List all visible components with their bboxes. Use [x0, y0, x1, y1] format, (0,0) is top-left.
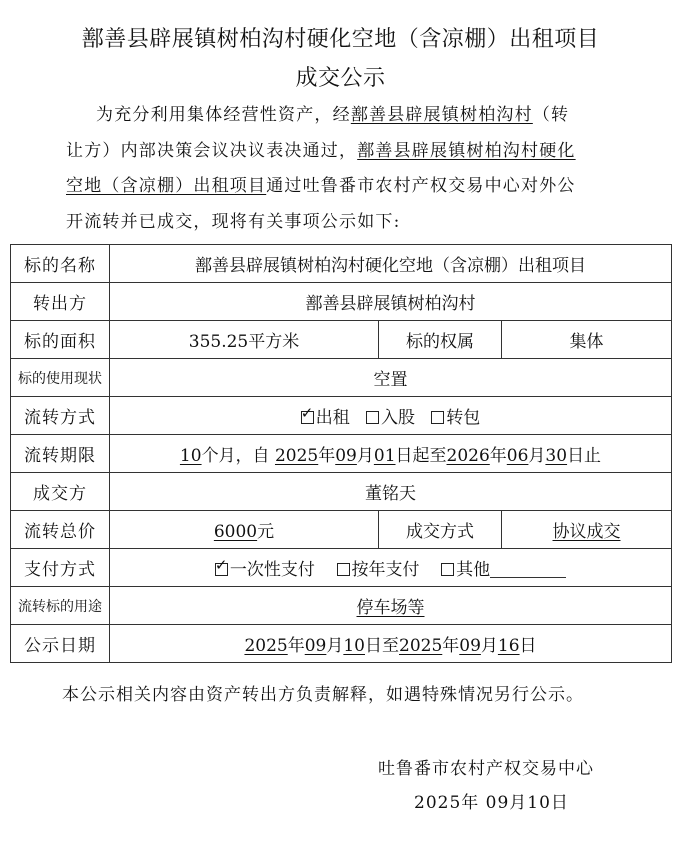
term-text: 月: [356, 446, 374, 466]
term-text: 月: [528, 446, 546, 466]
cell-label: 标的面积: [11, 321, 110, 359]
price-unit: 元: [257, 522, 275, 542]
notice-date-value: [110, 625, 672, 663]
term-text: 年: [318, 446, 336, 466]
term-end-day: 30: [545, 446, 568, 466]
date-text: 年: [442, 636, 460, 656]
checkbox-icon: [366, 411, 379, 424]
notice-end-month: 09: [459, 636, 481, 656]
notice-start-year: 2025: [244, 636, 288, 656]
intro-project: 空地（含凉棚）出租项目: [66, 176, 267, 196]
cell-label: 转出方: [11, 283, 110, 321]
price-value: [110, 511, 379, 549]
intro-line-4: [66, 211, 401, 233]
option-label: 出租: [315, 408, 350, 428]
cell-label: 公示日期: [11, 625, 110, 663]
cell-label: 支付方式: [11, 549, 110, 587]
transferor-value: 鄯善县辟展镇树柏沟村: [110, 283, 672, 321]
intro-text: （转: [532, 105, 570, 125]
notice-end-year: 2025: [399, 636, 443, 656]
deal-method-value: [502, 511, 672, 549]
cell-label: 标的权属: [379, 321, 502, 359]
term-end-month: 06: [506, 446, 529, 466]
intro-text: 让方）内部决策会议决议表决通过，: [66, 141, 358, 161]
date-text: 年: [287, 636, 305, 656]
date-text: 日至: [365, 636, 399, 656]
usage-status-value: 空置: [110, 359, 672, 397]
intro-line-2: [66, 140, 576, 162]
date-text: 月: [326, 636, 344, 656]
term-text: 个月，自: [201, 446, 270, 466]
checkbox-icon: [337, 563, 350, 576]
notice-start-day: 10: [343, 636, 365, 656]
deal-method-text: 协议成交: [552, 522, 621, 542]
footer-date: 2025年 09月10日: [414, 793, 569, 813]
checkbox-icon: [431, 411, 444, 424]
cell-label: 流转期限: [11, 435, 110, 473]
info-table: [10, 244, 672, 663]
table-row: [11, 625, 672, 663]
cell-label: 流转标的用途: [11, 587, 110, 625]
cell-label: 流转总价: [11, 511, 110, 549]
intro-project: 鄯善县辟展镇树柏沟村硬化: [357, 141, 576, 161]
option-label: 转包: [446, 408, 481, 428]
cell-label: 流转方式: [11, 397, 110, 435]
term-start-month: 09: [335, 446, 357, 466]
doc-subtitle: 成交公示: [295, 66, 386, 91]
date-text: 日: [519, 636, 537, 656]
intro-transferor: 鄯善县辟展镇树柏沟村: [350, 105, 533, 125]
cell-label: 标的使用现状: [11, 359, 110, 397]
option-label: 入股: [381, 408, 415, 428]
term-months: 10: [179, 446, 202, 466]
table-row: [11, 587, 672, 625]
term-start-day: 01: [373, 446, 396, 466]
price-amount: 6000: [213, 522, 258, 542]
intro-line-1: [96, 104, 569, 126]
subject-name-value: 鄯善县辟展镇树柏沟村硬化空地（含凉棚）出租项目: [110, 245, 672, 283]
intro-text: 开流转并已成交，现将有关事项公示如下:: [66, 212, 401, 232]
blank-line: [490, 561, 566, 578]
intro-text: 通过吐鲁番市农村产权交易中心对外公: [266, 176, 576, 196]
table-row: [11, 473, 672, 511]
payment-options: [110, 549, 672, 587]
buyer-value: 董铭天: [110, 473, 672, 511]
intro-line-3: [66, 175, 576, 197]
purpose-text: 停车场等: [356, 598, 425, 618]
area-value: 355.25平方米: [110, 321, 379, 359]
notice-start-month: 09: [304, 636, 327, 656]
option-label: 按年支付: [351, 560, 420, 580]
term-end-year: 2026: [446, 446, 490, 466]
term-text: 日起至: [395, 446, 447, 466]
footer-org: 吐鲁番市农村产权交易中心: [378, 759, 594, 779]
table-row: [11, 435, 672, 473]
table-row: [11, 549, 672, 587]
cell-label: 成交方式: [379, 511, 502, 549]
footer-note: 本公示相关内容由资产转出方负责解释，如遇特殊情况另行公示。: [62, 685, 584, 705]
table-row: [11, 245, 672, 283]
table-row: [11, 283, 672, 321]
doc-title: 鄯善县辟展镇树柏沟村硬化空地（含凉棚）出租项目: [81, 27, 600, 52]
checked-box-icon: [301, 411, 314, 424]
table-row: [11, 511, 672, 549]
table-row: [11, 321, 672, 359]
date-text: 月: [480, 636, 498, 656]
intro-text: 为充分利用集体经营性资产，经: [96, 105, 351, 125]
notice-end-day: 16: [497, 636, 520, 656]
ownership-value: 集体: [502, 321, 672, 359]
option-label: 其他: [456, 560, 491, 580]
purpose-value: [110, 587, 672, 625]
term-value: [110, 435, 672, 473]
cell-label: 标的名称: [11, 245, 110, 283]
checkbox-icon: [441, 563, 454, 576]
term-text: 年: [489, 446, 507, 466]
option-label: 一次性支付: [229, 560, 315, 580]
cell-label: 成交方: [11, 473, 110, 511]
checked-box-icon: [215, 563, 228, 576]
table-row: [11, 397, 672, 435]
method-options: [110, 397, 672, 435]
term-start-year: 2025: [274, 446, 319, 466]
term-text: 日止: [567, 446, 602, 466]
table-row: [11, 359, 672, 397]
